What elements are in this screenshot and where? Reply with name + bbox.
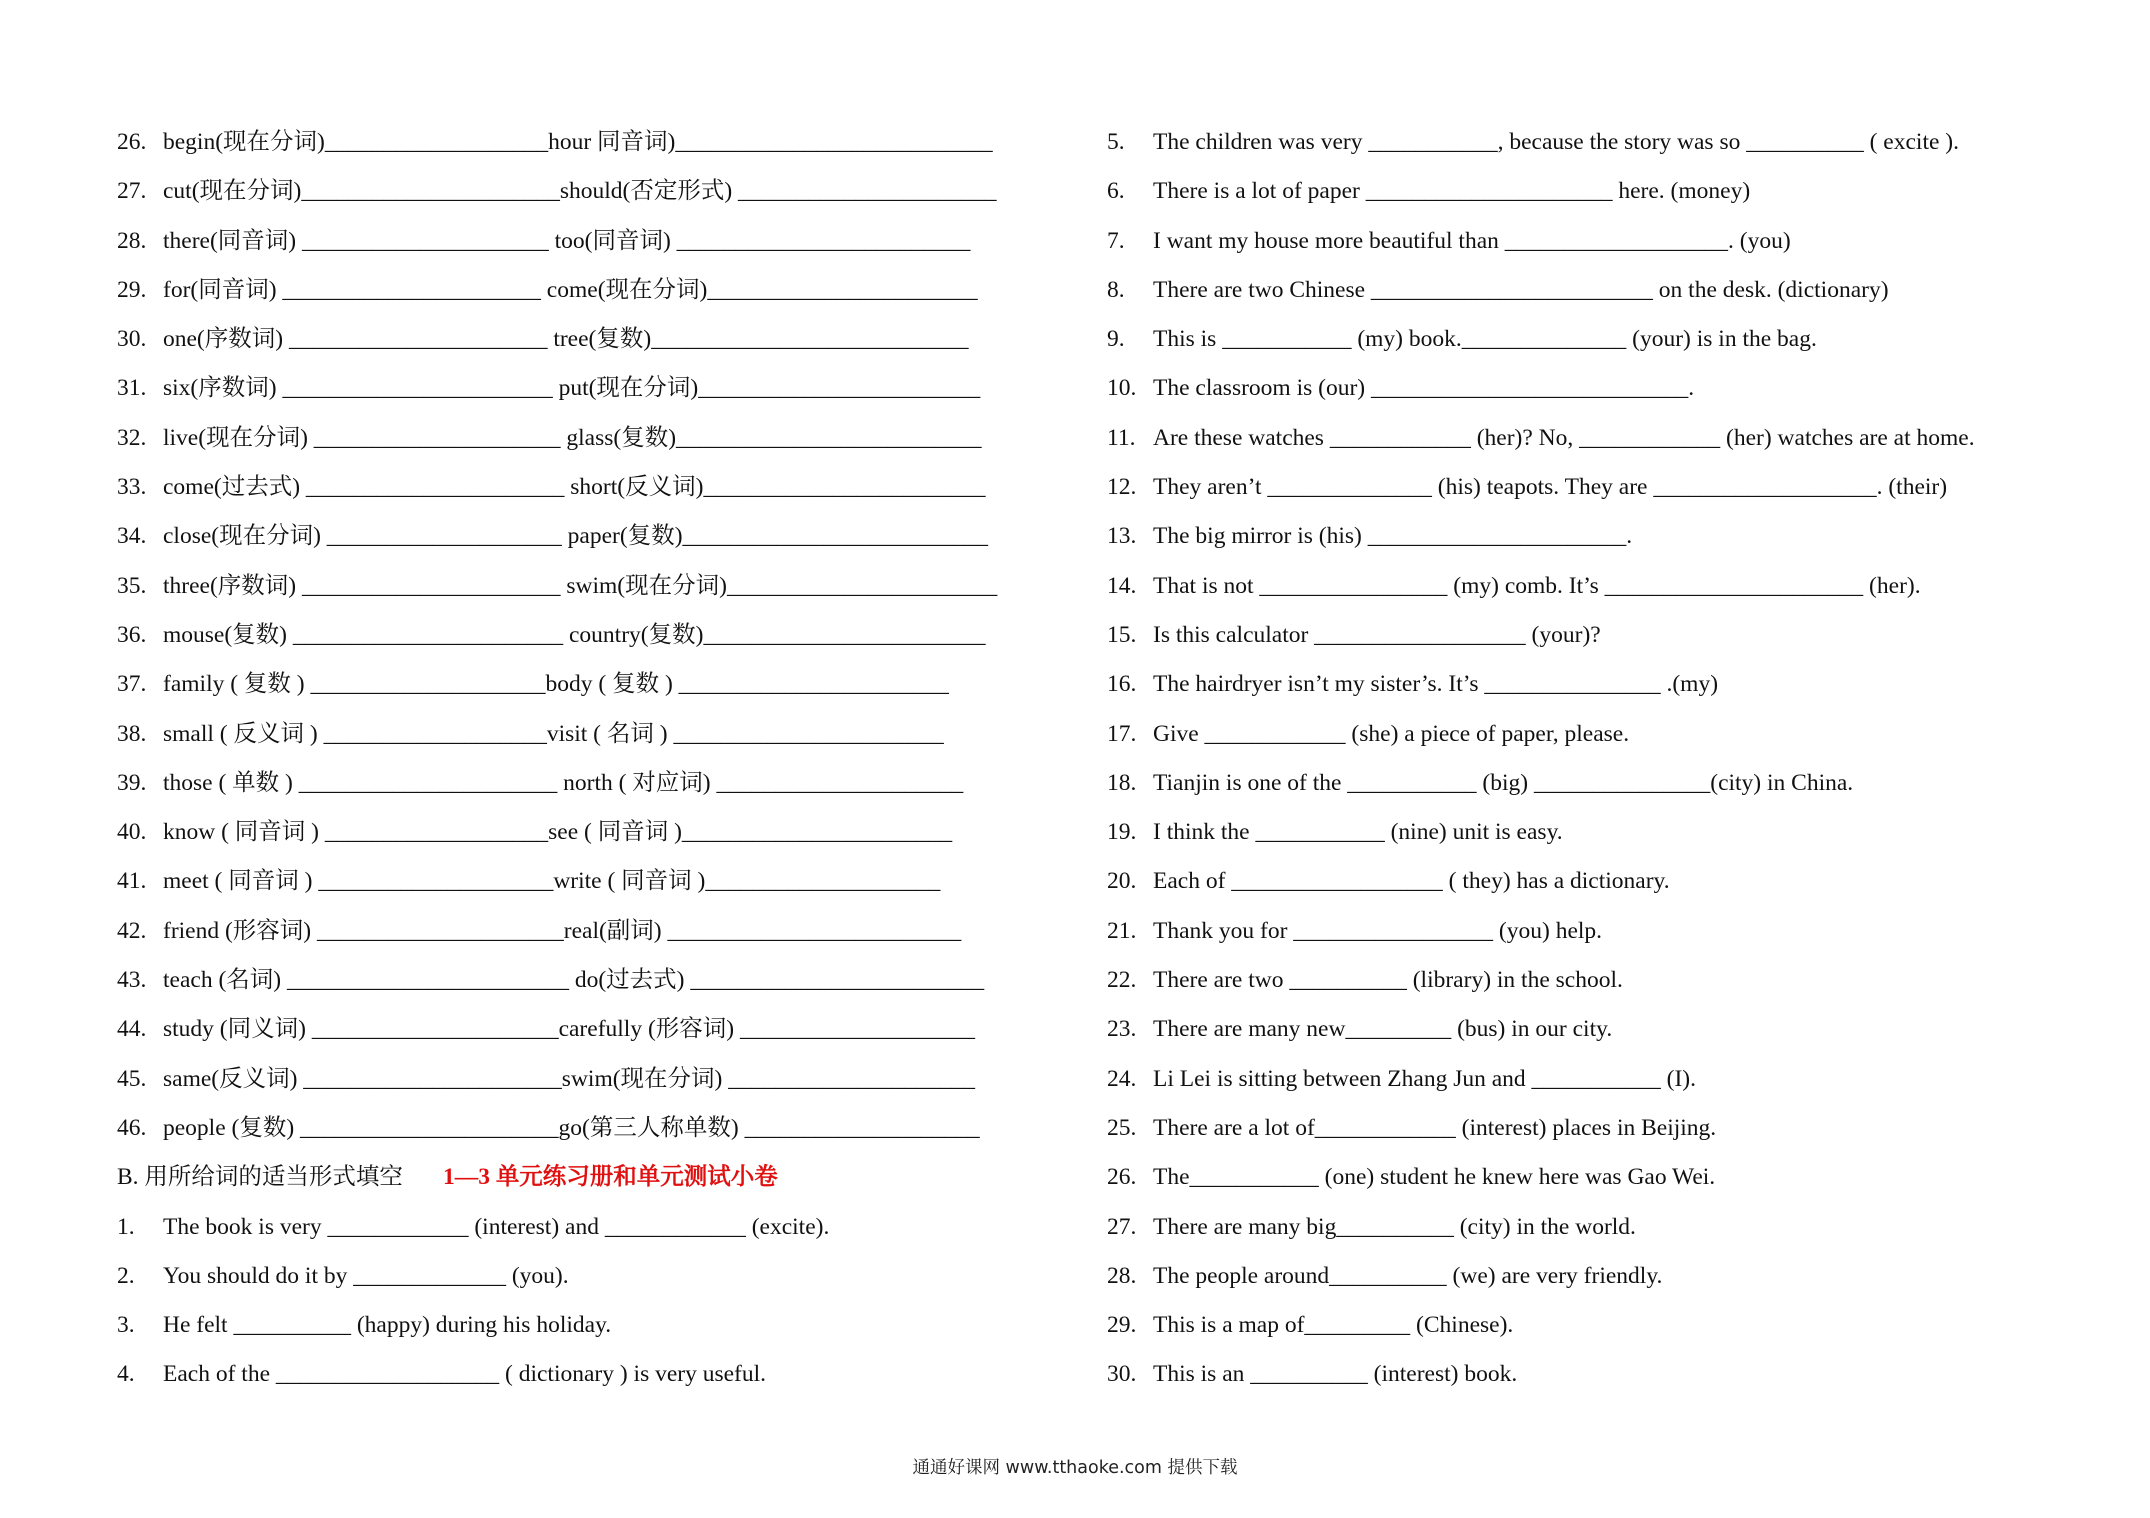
item-number: 4. <box>117 1361 135 1388</box>
item-number: 28. <box>1107 1262 1137 1289</box>
item-text: He felt __________ (happy) during his holiday. <box>163 1312 612 1339</box>
exercise-line <box>1107 364 2107 413</box>
exercise-line <box>1107 611 2107 660</box>
item-number: 20. <box>1107 868 1137 895</box>
exercise-line <box>117 1301 1077 1350</box>
item-text: The book is very ____________ (interest) and ____________ (excite). <box>163 1213 830 1240</box>
item-text: Are these watches ____________ (her)? No, ____________ (her) watches are at home. <box>1153 424 1975 451</box>
exercise-line <box>1107 463 2107 512</box>
exercise-line <box>1107 1153 2107 1202</box>
item-text: cut(现在分词)______________________should(否定形式) ______________________ <box>163 178 997 205</box>
item-text: There are a lot of____________ (interest) places in Beijing. <box>1153 1114 1717 1141</box>
section-b-highlight: 1—3 单元练习册和单元测试小卷 <box>442 1164 778 1191</box>
item-text: There are many big__________ (city) in the world. <box>1153 1213 1636 1240</box>
item-text: for(同音词) ______________________ come(现在分词)_______________________ <box>163 276 978 303</box>
exercise-line <box>1107 808 2107 857</box>
item-number: 11. <box>1107 424 1136 451</box>
left-column <box>117 118 1077 1400</box>
item-number: 16. <box>1107 671 1137 698</box>
exercise-line <box>1107 1104 2107 1153</box>
item-text: begin(现在分词)___________________hour 同音词)___________________________ <box>163 129 993 155</box>
item-number: 36. <box>117 621 147 648</box>
item-text: Each of the ___________________ ( dictionary ) is very useful. <box>163 1361 767 1388</box>
item-text: friend (形容词) _____________________real(副词) _________________________ <box>163 917 962 944</box>
exercise-line <box>1107 562 2107 611</box>
item-text: there(同音词) _____________________ too(同音词) _________________________ <box>163 227 971 254</box>
exercise-line <box>117 660 1077 709</box>
exercise-line <box>117 1055 1077 1104</box>
item-text: people (复数) ______________________go(第三人称单数) ____________________ <box>163 1114 980 1141</box>
exercise-line <box>1107 660 2107 709</box>
item-text: mouse(复数) _______________________ country(复数)________________________ <box>163 621 986 648</box>
page-footer: 通通好课网 www.tthaoke.com 提供下载 <box>912 1458 1238 1478</box>
item-text: Is this calculator __________________ (your)? <box>1153 621 1601 648</box>
item-text: The hairdryer isn’t my sister’s. It’s _______________ .(my) <box>1153 671 1719 698</box>
item-text: six(序数词) _______________________ put(现在分词)________________________ <box>163 375 981 402</box>
exercise-line <box>117 1104 1077 1153</box>
item-number: 22. <box>1107 967 1137 994</box>
item-number: 6. <box>1107 178 1125 205</box>
exercise-line <box>117 808 1077 857</box>
item-text: same(反义词) ______________________swim(现在分词) _____________________ <box>163 1065 976 1092</box>
exercise-line <box>117 414 1077 463</box>
right-column <box>1107 118 2107 1400</box>
exercise-line <box>1107 118 2107 167</box>
exercise-line <box>117 907 1077 956</box>
item-text: I want my house more beautiful than ___________________. (you) <box>1153 227 1791 254</box>
exercise-line <box>117 562 1077 611</box>
item-text: Li Lei is sitting between Zhang Jun and ___________ (I). <box>1153 1065 1697 1092</box>
item-text: There is a lot of paper _____________________ here. (money) <box>1153 178 1751 205</box>
exercise-line <box>1107 217 2107 266</box>
item-number: 13. <box>1107 523 1137 550</box>
exercise-line <box>117 463 1077 512</box>
item-text: three(序数词) ______________________ swim(现在分词)_______________________ <box>163 572 998 599</box>
item-number: 44. <box>117 1016 147 1043</box>
item-text: know ( 同音词 ) ___________________see ( 同音词 )_______________________ <box>163 819 953 846</box>
exercise-line <box>1107 167 2107 216</box>
exercise-line <box>117 1203 1077 1252</box>
exercise-line <box>1107 1055 2107 1104</box>
exercise-line <box>1107 857 2107 906</box>
item-number: 29. <box>117 276 147 303</box>
item-number: 8. <box>1107 276 1125 303</box>
item-text: There are many new_________ (bus) in our city. <box>1153 1016 1613 1043</box>
exercise-line <box>1107 956 2107 1005</box>
item-number: 30. <box>1107 1361 1137 1388</box>
exercise-line <box>117 1252 1077 1301</box>
item-number: 3. <box>117 1312 135 1339</box>
exercise-line <box>117 710 1077 759</box>
item-number: 21. <box>1107 917 1137 944</box>
item-text: teach (名词) ________________________ do(过去式) _________________________ <box>163 967 985 994</box>
item-text: meet ( 同音词 ) ____________________write ( 同音词 )____________________ <box>163 868 941 895</box>
item-number: 37. <box>117 671 147 698</box>
exercise-line <box>1107 1252 2107 1301</box>
exercise-line <box>117 118 1077 167</box>
item-text: The people around__________ (we) are very friendly. <box>1153 1262 1663 1289</box>
exercise-line <box>1107 759 2107 808</box>
item-number: 39. <box>117 769 147 796</box>
item-number: 5. <box>1107 129 1125 155</box>
item-number: 14. <box>1107 572 1137 599</box>
exercise-line <box>117 611 1077 660</box>
item-number: 30. <box>117 326 147 353</box>
item-number: 24. <box>1107 1065 1137 1092</box>
item-number: 40. <box>117 819 147 846</box>
item-text: small ( 反义词 ) ___________________visit ( 名词 ) _______________________ <box>163 720 944 747</box>
exercise-line <box>117 759 1077 808</box>
item-number: 27. <box>117 178 147 205</box>
item-text: I think the ___________ (nine) unit is easy. <box>1153 819 1563 846</box>
exercise-line <box>1107 1203 2107 1252</box>
exercise-line <box>1107 907 2107 956</box>
item-number: 15. <box>1107 621 1137 648</box>
item-text: Give ____________ (she) a piece of paper, please. <box>1153 720 1630 747</box>
item-text: family ( 复数 ) ____________________body ( 复数 ) _______________________ <box>163 671 949 698</box>
item-text: live(现在分词) _____________________ glass(复数)__________________________ <box>163 424 982 451</box>
item-number: 38. <box>117 720 147 747</box>
exercise-line <box>117 512 1077 561</box>
item-number: 46. <box>117 1114 147 1141</box>
section-b-label: B. 用所给词的适当形式填空 <box>117 1164 403 1191</box>
item-text: The children was very ___________, because the story was so __________ ( excite ). <box>1153 129 1959 155</box>
item-number: 19. <box>1107 819 1137 846</box>
item-number: 26. <box>117 129 147 155</box>
item-text: close(现在分词) ____________________ paper(复数)__________________________ <box>163 523 989 550</box>
item-number: 17. <box>1107 720 1137 747</box>
item-number: 12. <box>1107 474 1137 501</box>
exercise-line <box>1107 414 2107 463</box>
exercise-line <box>117 1005 1077 1054</box>
item-text: This is an __________ (interest) book. <box>1153 1361 1518 1388</box>
item-text: Thank you for _________________ (you) help. <box>1153 917 1603 944</box>
item-text: This is a map of_________ (Chinese). <box>1153 1312 1514 1339</box>
item-text: study (同义词) _____________________carefully (形容词) ____________________ <box>163 1016 975 1043</box>
exercise-line <box>117 857 1077 906</box>
item-number: 35. <box>117 572 147 599</box>
exercise-line <box>1107 1350 2107 1399</box>
exercise-line <box>117 1350 1077 1399</box>
item-number: 41. <box>117 868 147 895</box>
item-number: 27. <box>1107 1213 1137 1240</box>
item-number: 43. <box>117 967 147 994</box>
exercise-line <box>117 315 1077 364</box>
item-text: those ( 单数 ) ______________________ north ( 对应词) _____________________ <box>163 769 964 796</box>
section-b-header <box>117 1153 1077 1202</box>
exercise-line <box>1107 512 2107 561</box>
item-number: 2. <box>117 1262 135 1289</box>
item-text: Tianjin is one of the ___________ (big) _______________(city) in China. <box>1153 769 1854 796</box>
item-text: Each of __________________ ( they) has a dictionary. <box>1153 868 1670 895</box>
item-text: The___________ (one) student he knew here was Gao Wei. <box>1153 1164 1716 1191</box>
item-number: 23. <box>1107 1016 1137 1043</box>
item-text: come(过去式) ______________________ short(反义词)________________________ <box>163 474 986 501</box>
item-number: 33. <box>117 474 147 501</box>
item-number: 25. <box>1107 1114 1137 1141</box>
item-number: 26. <box>1107 1164 1137 1191</box>
exercise-line <box>117 266 1077 315</box>
item-number: 28. <box>117 227 147 254</box>
item-text: The big mirror is (his) ______________________. <box>1153 523 1633 550</box>
item-number: 31. <box>117 375 147 402</box>
item-text: That is not ________________ (my) comb. It’s ______________________ (her). <box>1153 572 1921 599</box>
item-number: 9. <box>1107 326 1125 353</box>
exercise-line <box>117 956 1077 1005</box>
item-text: There are two __________ (library) in the school. <box>1153 967 1623 994</box>
item-text: one(序数词) ______________________ tree(复数)___________________________ <box>163 326 969 353</box>
item-text: This is ___________ (my) book.______________ (your) is in the bag. <box>1153 326 1817 353</box>
exercise-line <box>1107 266 2107 315</box>
item-number: 1. <box>117 1213 135 1240</box>
item-number: 32. <box>117 424 147 451</box>
exercise-line <box>1107 1301 2107 1350</box>
exercise-line <box>117 167 1077 216</box>
item-number: 42. <box>117 917 147 944</box>
item-text: You should do it by _____________ (you). <box>163 1262 569 1289</box>
item-number: 29. <box>1107 1312 1137 1339</box>
item-text: The classroom is (our) ___________________________. <box>1153 375 1695 402</box>
exercise-line <box>117 217 1077 266</box>
exercise-line <box>117 364 1077 413</box>
item-number: 34. <box>117 523 147 550</box>
exercise-line <box>1107 315 2107 364</box>
exercise-line <box>1107 1005 2107 1054</box>
item-number: 7. <box>1107 227 1125 254</box>
item-text: They aren’t ______________ (his) teapots. They are ___________________. (their) <box>1153 474 1948 501</box>
item-text: There are two Chinese ________________________ on the desk. (dictionary) <box>1153 276 1889 303</box>
item-number: 45. <box>117 1065 147 1092</box>
exercise-line <box>1107 710 2107 759</box>
item-number: 18. <box>1107 769 1137 796</box>
item-number: 10. <box>1107 375 1137 402</box>
